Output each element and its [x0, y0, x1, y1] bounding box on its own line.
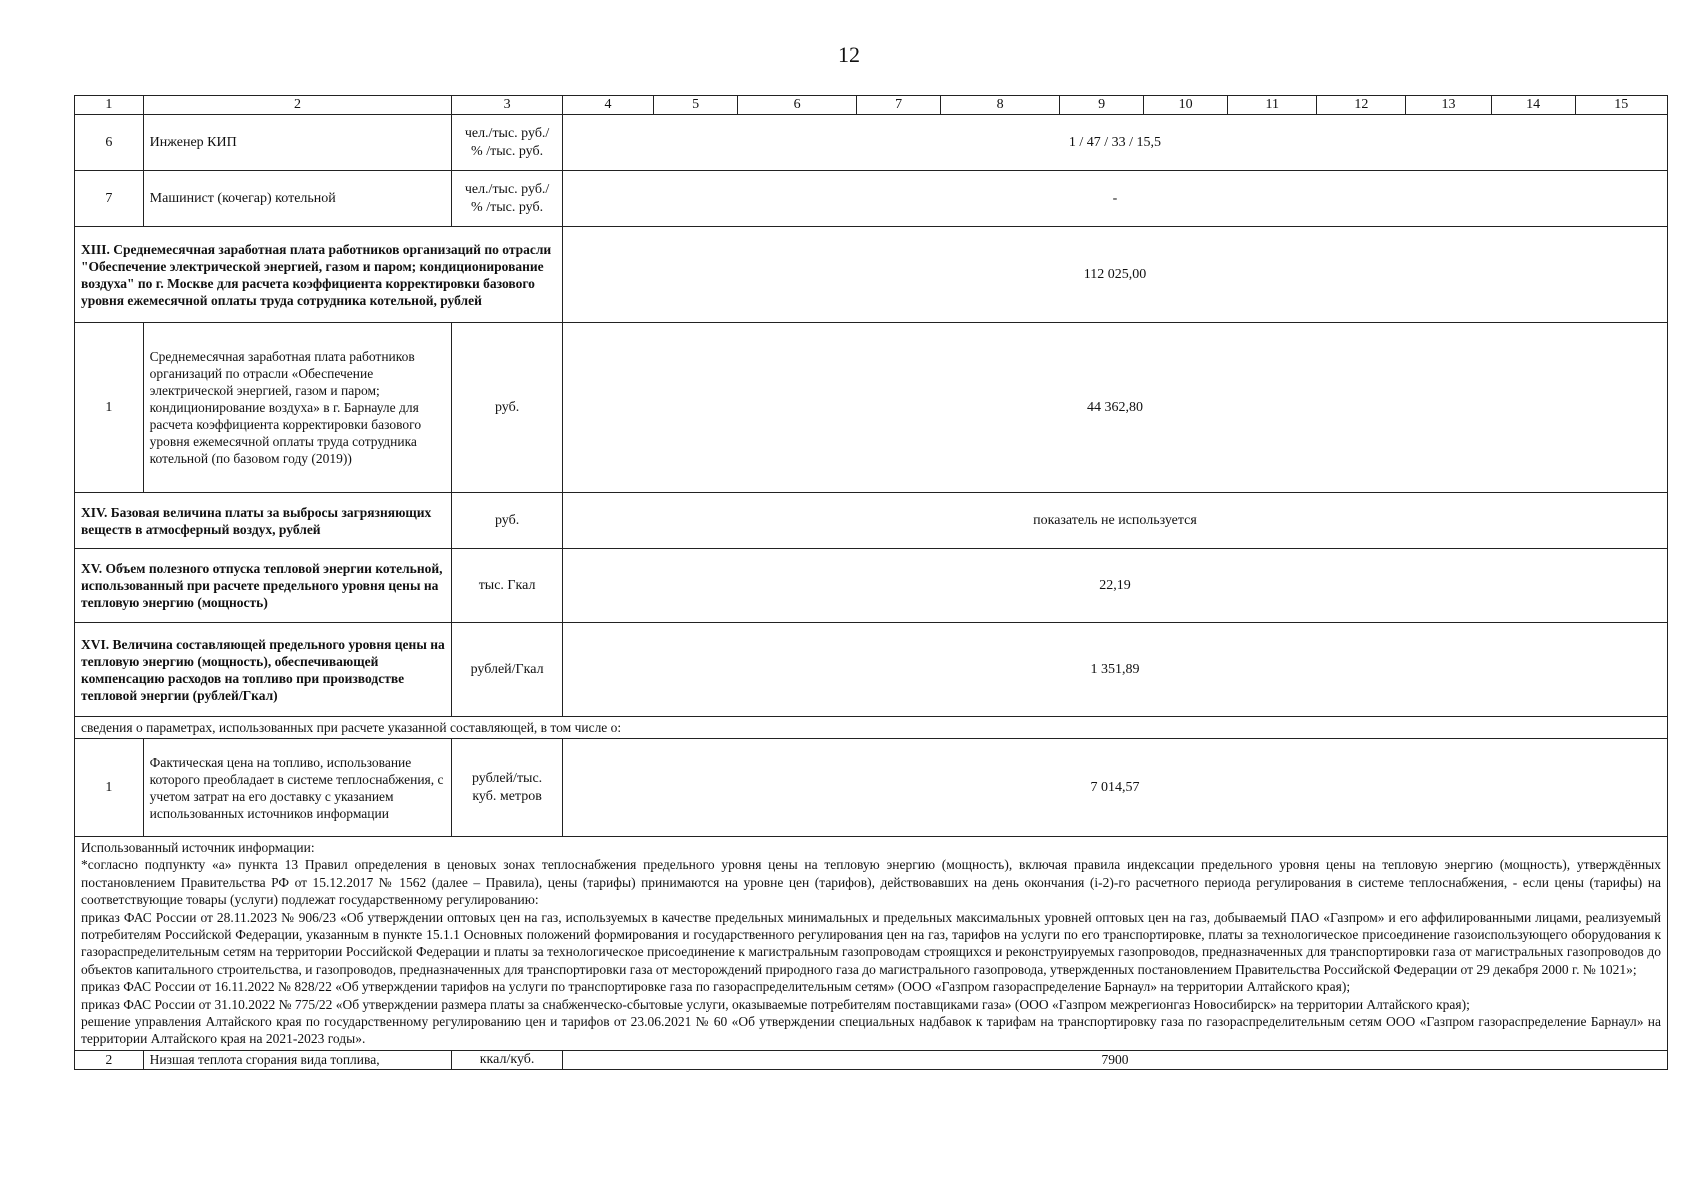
col-header: 10 [1144, 96, 1228, 115]
col-header: 15 [1575, 96, 1667, 115]
row-number: 1 [75, 323, 144, 493]
col-header: 6 [738, 96, 857, 115]
row-value: - [562, 171, 1667, 227]
section-title: XIV. Базовая величина платы за выбросы загрязняющих веществ в атмосферный воздух, рублей [75, 493, 452, 549]
source-line: приказ ФАС России от 31.10.2022 № 775/22 «Об утверждении размера платы за снабженческо-сбытовые услуги, оказываемые потребителям поставщиками газа» (ООО «Газпром межрегионгаз Новосибирск» на территории Алтайского края); [81, 996, 1470, 1012]
col-header: 12 [1317, 96, 1406, 115]
section-row [75, 549, 1668, 623]
row-name: Машинист (кочегар) котельной [143, 171, 452, 227]
page-number: 12 [838, 42, 860, 67]
section-row [75, 227, 1668, 323]
row-name: Инженер КИП [143, 115, 452, 171]
header-row [75, 96, 1668, 115]
table-row [75, 171, 1668, 227]
col-header: 2 [143, 96, 452, 115]
source-line: приказ ФАС России от 28.11.2023 № 906/23 «Об утверждении оптовых цен на газ, используемых в качестве предельных минимальных и предельных максимальных уровней оптовых цен на газ, добываемый ПАО «Газпром» и его аффилированными лицами, реализуемый потребителям Российской Федерации, указанным в пункте 15.1.1 Основных положений формирования и государственного регулирования цен на газ, тарифов на услуги по его транспортировке, платы за технологическое присоединение газоиспользующего оборудования к газораспределительным сетям на территории Российской Федерации и платы за технологическое присоединение к магистральным газопроводам строящихся и реконструируемых газопроводов, предназначенных для транспортировки газа от магистральных газопроводов до объектов капитального строительства, и газопроводов, предназначенных для транспортировки газа от месторождений природного газа до магистрального газопровода, утвержденных постановлением Правительства Российской Федерации от 29 декабря 2000 г. № 1021»; [81, 909, 1661, 977]
col-header: 5 [654, 96, 738, 115]
col-header: 8 [941, 96, 1060, 115]
row-value: 44 362,80 [562, 323, 1667, 493]
row-unit: чел./тыс. руб./ % /тыс. руб. [452, 171, 563, 227]
source-line: решение управления Алтайского края по государственному регулированию цен и тарифов от 23.06.2021 № 60 «Об утверждении специальных надбавок к тарифам на транспортировку газа по газораспределительным сетям ООО «Газпром газораспределение Барнаул» на территории Алтайского края на 2021-2023 годы». [81, 1014, 1661, 1047]
col-header: 11 [1228, 96, 1317, 115]
row-value: 7900 [562, 1050, 1667, 1069]
table-row [75, 323, 1668, 493]
col-header: 4 [562, 96, 653, 115]
row-unit: тыс. Гкал [452, 549, 563, 623]
row-value: 1 351,89 [562, 623, 1667, 717]
section-row [75, 623, 1668, 717]
row-unit: руб. [452, 323, 563, 493]
row-unit: рублей/тыс. куб. метров [452, 739, 563, 837]
source-line: *согласно подпункту «а» пункта 13 Правил определения в ценовых зонах теплоснабжения предельного уровня цены на тепловую энергию (мощность), включая правила индексации предельного уровня цены на тепловую энергию (мощность), утверждённых постановлением Правительства РФ от 15.12.2017 № 1562 (далее – Правила), цены (тарифы) принимаются на уровне цен (тарифов), действовавших на день окончания (i-2)-го расчетного периода регулирования в системе теплоснабжения, - если цены (тарифы) на соответствующие товары (услуги) подлежат государственному регулированию: [81, 857, 1661, 908]
col-header: 7 [857, 96, 941, 115]
col-header: 13 [1406, 96, 1491, 115]
row-number: 7 [75, 171, 144, 227]
row-value: 22,19 [562, 549, 1667, 623]
row-name: Низшая теплота сгорания вида топлива, [143, 1050, 452, 1069]
source-line: Использованный источник информации: [81, 840, 315, 855]
section-row [75, 493, 1668, 549]
row-unit: чел./тыс. руб./ % /тыс. руб. [452, 115, 563, 171]
tariff-table [74, 95, 1668, 1070]
col-header: 3 [452, 96, 563, 115]
table-row [75, 739, 1668, 837]
info-text: сведения о параметрах, использованных при расчете указанной составляющей, в том числе о: [75, 717, 1668, 739]
section-title: XV. Объем полезного отпуска тепловой энергии котельной, использованный при расчете предельного уровня цены на тепловую энергию (мощность) [75, 549, 452, 623]
col-header: 1 [75, 96, 144, 115]
row-unit: рублей/Гкал [452, 623, 563, 717]
table-row [75, 1050, 1668, 1069]
row-value: 112 025,00 [562, 227, 1667, 323]
source-line: приказ ФАС России от 16.11.2022 № 828/22 «Об утверждении тарифов на услуги по транспортировке газа по газораспределительным сетям» (ООО «Газпром газораспределение Барнаул» на территории Алтайского края); [81, 979, 1351, 995]
table-row [75, 115, 1668, 171]
section-title: XIII. Среднемесячная заработная плата работников организаций по отрасли "Обеспечение электрической энергией, газом и паром; кондиционирование воздуха" по г. Москве для расчета коэффициента корректировки базового уровня ежемесячной оплаты труда сотрудника котельной, рублей [75, 227, 563, 323]
row-unit: ккал/куб. [452, 1050, 563, 1069]
row-value: 1 / 47 / 33 / 15,5 [562, 115, 1667, 171]
col-header: 14 [1491, 96, 1575, 115]
row-unit: руб. [452, 493, 563, 549]
row-number: 1 [75, 739, 144, 837]
row-number: 6 [75, 115, 144, 171]
sources-row [75, 837, 1668, 1051]
col-header: 9 [1060, 96, 1144, 115]
row-value: показатель не используется [562, 493, 1667, 549]
row-name: Среднемесячная заработная плата работников организаций по отрасли «Обеспечение электрической энергией, газом и паром; кондиционирование воздуха» в г. Барнауле для расчета коэффициента корректировки базового уровня ежемесячной оплаты труда сотрудника котельной (по базовом году (2019)) [143, 323, 452, 493]
row-value: 7 014,57 [562, 739, 1667, 837]
row-name: Фактическая цена на топливо, использование которого преобладает в системе теплоснабжения, с учетом затрат на его доставку с указанием использованных источников информации [143, 739, 452, 837]
info-row [75, 717, 1668, 739]
sources-cell [75, 837, 1668, 1051]
section-title: XVI. Величина составляющей предельного уровня цены на тепловую энергию (мощность), обеспечивающей компенсацию расходов на топливо при производстве тепловой энергии (рублей/Гкал) [75, 623, 452, 717]
row-number: 2 [75, 1050, 144, 1069]
